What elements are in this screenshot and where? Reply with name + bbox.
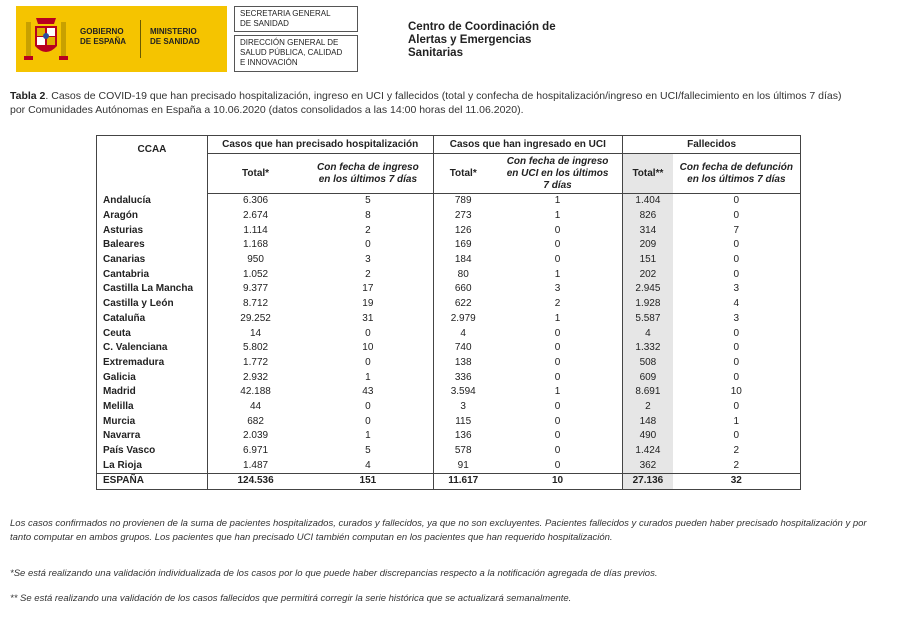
cell-ccaa: Navarra bbox=[97, 429, 208, 444]
cell-ccaa: Melilla bbox=[97, 400, 208, 415]
cell-ccaa: Canarias bbox=[97, 253, 208, 268]
table-row bbox=[97, 400, 801, 415]
cell-hosp-total: 29.252 bbox=[240, 312, 271, 324]
col-header-deceased-total: Total** bbox=[623, 154, 673, 194]
table-row bbox=[97, 356, 801, 371]
table-row bbox=[97, 385, 801, 400]
table-row bbox=[97, 370, 801, 385]
caption-label: Tabla 2 bbox=[10, 90, 46, 102]
document-header bbox=[0, 0, 898, 80]
cell-ccaa: Extremadura bbox=[97, 356, 208, 371]
cell-uci-total: 622 bbox=[454, 298, 472, 310]
cell-ccaa: Andalucía bbox=[97, 194, 208, 209]
table-row bbox=[97, 326, 801, 341]
cell-ccaa: Castilla y León bbox=[97, 297, 208, 312]
cell-uci-total: 4 bbox=[460, 327, 466, 339]
cell-deceased-total: 609 bbox=[623, 370, 673, 385]
cell-hosp-7days: 0 bbox=[303, 414, 433, 429]
cell-uci-7days: 1 bbox=[493, 209, 623, 224]
table-row bbox=[97, 414, 801, 429]
cell-uci-7days: 2 bbox=[493, 297, 623, 312]
cell-ccaa: La Rioja bbox=[97, 458, 208, 473]
cell-uci-total: 3.594 bbox=[450, 386, 476, 398]
cell-deceased-7days: 2 bbox=[673, 444, 801, 459]
cell-uci-total: 3 bbox=[460, 400, 466, 412]
caption-line2: por Comunidades Autónomas en España a 10.06.2020 (datos consolidados a las 14:00 horas del 11.06.2020). bbox=[10, 104, 524, 116]
table-row bbox=[97, 194, 801, 209]
cell-hosp-total: 6.306 bbox=[243, 195, 269, 207]
table-row bbox=[97, 253, 801, 268]
cell-uci-7days: 1 bbox=[493, 267, 623, 282]
cell-ccaa: Ceuta bbox=[97, 326, 208, 341]
cell-deceased-7days: 0 bbox=[673, 429, 801, 444]
cell-deceased-total: 508 bbox=[623, 356, 673, 371]
cell-uci-total: 789 bbox=[454, 195, 472, 207]
cell-uci-7days: 1 bbox=[493, 194, 623, 209]
cell-deceased-7days: 10 bbox=[673, 385, 801, 400]
cell-hosp-7days: 5 bbox=[303, 194, 433, 209]
cell-ccaa: C. Valenciana bbox=[97, 341, 208, 356]
cell-hosp-total: 950 bbox=[247, 254, 264, 266]
cell-deceased-7days: 0 bbox=[673, 341, 801, 356]
cell-uci-7days: 10 bbox=[493, 474, 623, 490]
secretariat-box: SECRETARIA GENERAL DE SANIDAD bbox=[234, 6, 358, 32]
cell-hosp-total: 42.188 bbox=[240, 386, 271, 398]
note-validation-cases: *Se está realizando una validación individualizada de los casos por lo que puede haber discrepancias respecto a la notificación agregada de días previos. bbox=[10, 568, 658, 579]
cell-hosp-total: 682 bbox=[247, 415, 264, 427]
group-header-hospitalization: Casos que han precisado hospitalización bbox=[207, 136, 433, 154]
cell-hosp-7days: 10 bbox=[303, 341, 433, 356]
cell-hosp-7days: 0 bbox=[303, 238, 433, 253]
cell-ccaa: Cataluña bbox=[97, 312, 208, 327]
cell-uci-total: 126 bbox=[454, 224, 472, 236]
note-general: Los casos confirmados no provienen de la suma de pacientes hospitalizados, curados y fallecidos, ya que no son excluyentes. Pacientes fallecidos y curados pueden haber precisado hospitalización y por tanto computar en ambos grupos. Los pacientes que han precisado UCI también computan en los pacientes que han requerido hospitalización. bbox=[10, 518, 867, 543]
col-header-ccaa: CCAA bbox=[97, 136, 208, 194]
cell-hosp-total: 6.971 bbox=[243, 445, 269, 457]
note-validation-deceased: ** Se está realizando una validación de los casos fallecidos que permitirá corregir la serie histórica que se actualizará semanalmente. bbox=[10, 593, 572, 604]
cell-deceased-7days: 0 bbox=[673, 209, 801, 224]
cell-hosp-7days: 0 bbox=[303, 356, 433, 371]
cell-uci-7days: 0 bbox=[493, 253, 623, 268]
cell-uci-total: 184 bbox=[454, 254, 472, 266]
col-header-deceased-7days: Con fecha de defunción en los últimos 7 días bbox=[673, 154, 801, 194]
cell-deceased-total: 1.404 bbox=[623, 194, 673, 209]
cell-deceased-7days: 0 bbox=[673, 238, 801, 253]
cell-deceased-total: 27.136 bbox=[623, 474, 673, 490]
cell-ccaa: Castilla La Mancha bbox=[97, 282, 208, 297]
table-body bbox=[97, 194, 801, 490]
cell-ccaa: ESPAÑA bbox=[97, 474, 208, 490]
cell-deceased-total: 1.928 bbox=[623, 297, 673, 312]
cell-deceased-7days: 2 bbox=[673, 458, 801, 473]
cell-hosp-7days: 2 bbox=[303, 267, 433, 282]
cell-uci-total: 578 bbox=[454, 445, 472, 457]
cell-hosp-total: 8.712 bbox=[243, 298, 269, 310]
cell-hosp-7days: 17 bbox=[303, 282, 433, 297]
table-row bbox=[97, 458, 801, 473]
group-header-uci: Casos que han ingresado en UCI bbox=[433, 136, 623, 154]
table-row bbox=[97, 238, 801, 253]
cell-deceased-total: 1.332 bbox=[623, 341, 673, 356]
cell-hosp-7days: 1 bbox=[303, 429, 433, 444]
cell-uci-7days: 3 bbox=[493, 282, 623, 297]
cell-deceased-7days: 1 bbox=[673, 414, 801, 429]
cell-hosp-total: 1.052 bbox=[243, 268, 269, 280]
cell-uci-total: 91 bbox=[457, 459, 469, 471]
cell-uci-7days: 0 bbox=[493, 458, 623, 473]
cell-hosp-total: 124.536 bbox=[207, 474, 303, 490]
cell-ccaa: Galicia bbox=[97, 370, 208, 385]
cell-deceased-total: 1.424 bbox=[623, 444, 673, 459]
cell-deceased-total: 490 bbox=[623, 429, 673, 444]
table-row bbox=[97, 444, 801, 459]
cell-hosp-total: 2.039 bbox=[243, 430, 269, 442]
cell-hosp-7days: 1 bbox=[303, 370, 433, 385]
ministry-name: MINISTERIO DE SANIDAD bbox=[150, 27, 200, 46]
cell-deceased-7days: 0 bbox=[673, 370, 801, 385]
cell-deceased-total: 826 bbox=[623, 209, 673, 224]
cell-hosp-total: 1.772 bbox=[243, 356, 269, 368]
cell-hosp-total: 1.168 bbox=[243, 239, 269, 251]
cell-hosp-7days: 8 bbox=[303, 209, 433, 224]
cell-uci-total: 80 bbox=[457, 268, 469, 280]
cell-deceased-7days: 3 bbox=[673, 282, 801, 297]
center-title: Centro de Coordinación de Alertas y Emergencias Sanitarias bbox=[408, 21, 556, 59]
cell-uci-total: 740 bbox=[454, 342, 472, 354]
cell-uci-7days: 0 bbox=[493, 370, 623, 385]
directorate-box: DIRECCIÓN GENERAL DE SALUD PÚBLICA, CALIDAD E INNOVACIÓN bbox=[234, 35, 358, 72]
cell-uci-total: 136 bbox=[454, 430, 472, 442]
cell-ccaa: País Vasco bbox=[97, 444, 208, 459]
cell-uci-total: 115 bbox=[455, 415, 472, 427]
cell-uci-7days: 0 bbox=[493, 444, 623, 459]
caption-line1: . Casos de COVID-19 que han precisado hospitalización, ingreso en UCI y fallecidos (total y confecha de hospitalización/ingreso en UCI/fallecimiento en los últimos 7 días) bbox=[45, 90, 842, 102]
cell-deceased-7days: 4 bbox=[673, 297, 801, 312]
cell-uci-7days: 0 bbox=[493, 414, 623, 429]
cell-deceased-total: 362 bbox=[623, 458, 673, 473]
cell-uci-7days: 0 bbox=[493, 400, 623, 415]
cell-deceased-total: 5.587 bbox=[623, 312, 673, 327]
cell-deceased-total: 2.945 bbox=[623, 282, 673, 297]
government-logo bbox=[16, 6, 227, 72]
col-header-hosp-7days: Con fecha de ingreso en los últimos 7 días bbox=[303, 154, 433, 194]
cell-uci-7days: 1 bbox=[493, 385, 623, 400]
cell-deceased-7days: 3 bbox=[673, 312, 801, 327]
cell-hosp-total: 2.674 bbox=[243, 210, 269, 222]
cell-deceased-7days: 0 bbox=[673, 267, 801, 282]
cell-ccaa: Cantabria bbox=[97, 267, 208, 282]
cell-uci-total: 660 bbox=[454, 283, 472, 295]
cell-hosp-7days: 3 bbox=[303, 253, 433, 268]
cell-deceased-7days: 0 bbox=[673, 356, 801, 371]
logo-divider bbox=[140, 20, 141, 58]
covid-table bbox=[96, 135, 801, 490]
cell-hosp-7days: 19 bbox=[303, 297, 433, 312]
table-row bbox=[97, 209, 801, 224]
cell-deceased-total: 8.691 bbox=[623, 385, 673, 400]
table-row bbox=[97, 297, 801, 312]
government-name: GOBIERNO DE ESPAÑA bbox=[80, 27, 127, 46]
cell-uci-total: 169 bbox=[454, 239, 472, 251]
cell-deceased-7days: 0 bbox=[673, 194, 801, 209]
cell-uci-total: 2.979 bbox=[450, 312, 476, 324]
cell-hosp-7days: 31 bbox=[303, 312, 433, 327]
cell-uci-7days: 0 bbox=[493, 341, 623, 356]
col-header-uci-7days: Con fecha de ingreso en UCI en los últimos 7 días bbox=[493, 154, 623, 194]
cell-uci-7days: 0 bbox=[493, 326, 623, 341]
col-header-uci-total: Total* bbox=[433, 154, 493, 194]
cell-ccaa: Murcia bbox=[97, 414, 208, 429]
group-header-deceased: Fallecidos bbox=[623, 136, 801, 154]
cell-uci-7days: 1 bbox=[493, 312, 623, 327]
coat-of-arms-icon bbox=[24, 12, 68, 66]
cell-hosp-7days: 0 bbox=[303, 400, 433, 415]
table-total-row bbox=[97, 474, 801, 490]
cell-hosp-7days: 5 bbox=[303, 444, 433, 459]
cell-hosp-total: 1.487 bbox=[243, 459, 269, 471]
table-row bbox=[97, 282, 801, 297]
table-row bbox=[97, 223, 801, 238]
cell-hosp-total: 1.114 bbox=[243, 224, 268, 236]
cell-deceased-7days: 0 bbox=[673, 253, 801, 268]
cell-deceased-total: 151 bbox=[623, 253, 673, 268]
cell-deceased-total: 2 bbox=[623, 400, 673, 415]
col-header-hosp-total: Total* bbox=[207, 154, 303, 194]
cell-ccaa: Madrid bbox=[97, 385, 208, 400]
cell-ccaa: Baleares bbox=[97, 238, 208, 253]
cell-deceased-7days: 0 bbox=[673, 326, 801, 341]
cell-hosp-total: 9.377 bbox=[243, 283, 269, 295]
table-caption bbox=[10, 89, 890, 117]
cell-hosp-7days: 0 bbox=[303, 326, 433, 341]
cell-hosp-total: 2.932 bbox=[243, 371, 269, 383]
cell-hosp-7days: 2 bbox=[303, 223, 433, 238]
cell-ccaa: Asturias bbox=[97, 223, 208, 238]
cell-deceased-total: 314 bbox=[623, 223, 673, 238]
table-row bbox=[97, 312, 801, 327]
cell-uci-7days: 0 bbox=[493, 223, 623, 238]
table-row bbox=[97, 429, 801, 444]
cell-deceased-7days: 7 bbox=[673, 223, 801, 238]
cell-uci-7days: 0 bbox=[493, 356, 623, 371]
cell-hosp-7days: 4 bbox=[303, 458, 433, 473]
cell-ccaa: Aragón bbox=[97, 209, 208, 224]
cell-hosp-total: 5.802 bbox=[243, 342, 269, 354]
table-row bbox=[97, 341, 801, 356]
cell-hosp-total: 44 bbox=[250, 400, 262, 412]
table-row bbox=[97, 267, 801, 282]
cell-uci-total: 138 bbox=[454, 356, 472, 368]
cell-deceased-7days: 0 bbox=[673, 400, 801, 415]
cell-deceased-total: 202 bbox=[623, 267, 673, 282]
cell-hosp-total: 14 bbox=[250, 327, 262, 339]
cell-deceased-total: 209 bbox=[623, 238, 673, 253]
cell-hosp-7days: 43 bbox=[303, 385, 433, 400]
cell-deceased-total: 4 bbox=[623, 326, 673, 341]
cell-uci-total: 273 bbox=[454, 210, 472, 222]
cell-deceased-7days: 32 bbox=[673, 474, 801, 490]
cell-uci-7days: 0 bbox=[493, 238, 623, 253]
cell-uci-total: 336 bbox=[454, 371, 472, 383]
cell-hosp-7days: 151 bbox=[303, 474, 433, 490]
cell-deceased-total: 148 bbox=[623, 414, 673, 429]
cell-uci-total: 11.617 bbox=[433, 474, 493, 490]
cell-uci-7days: 0 bbox=[493, 429, 623, 444]
